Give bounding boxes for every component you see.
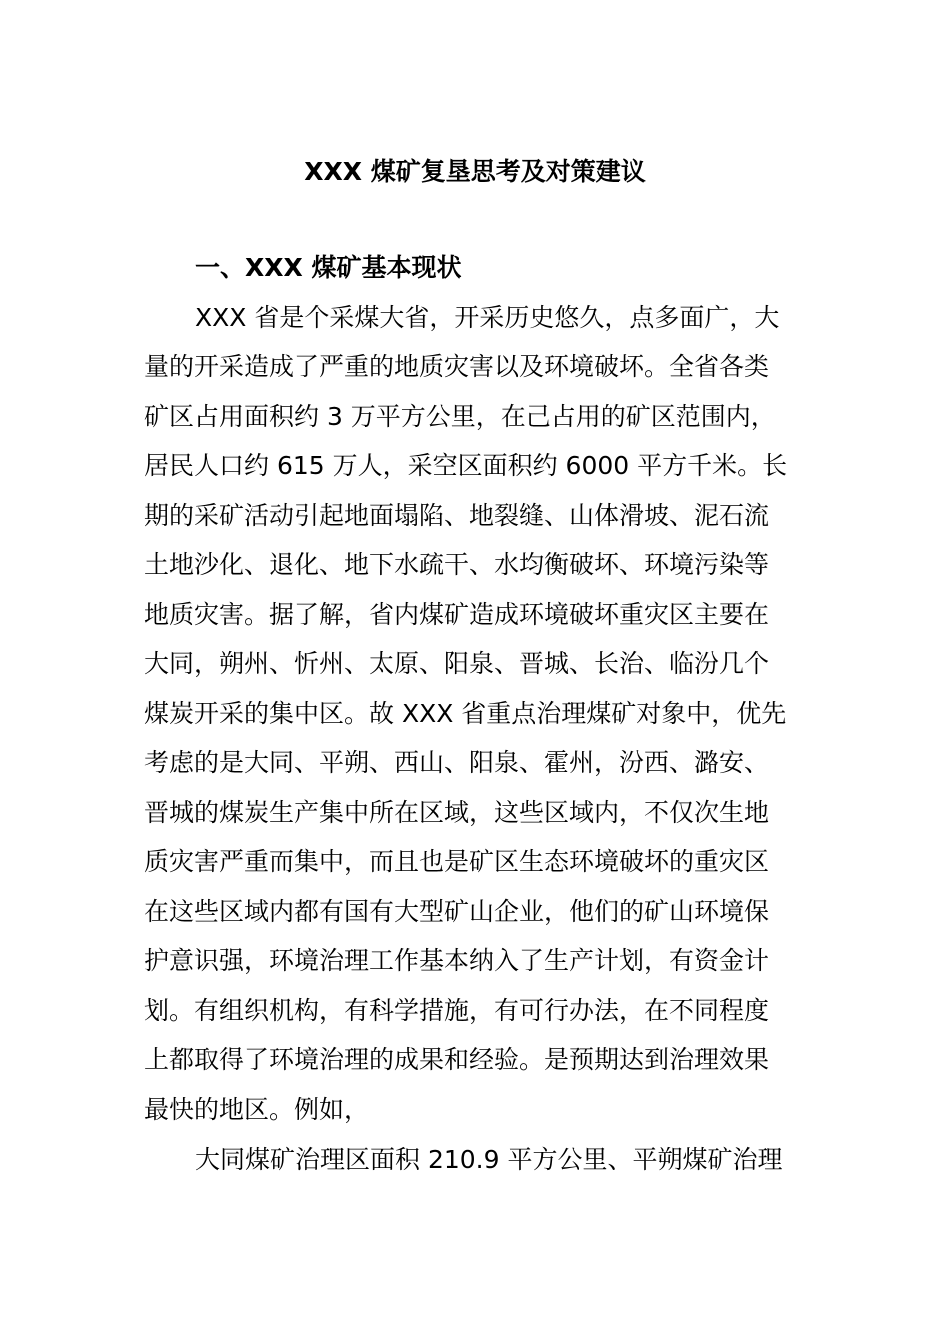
paragraph-line: 晋城的煤炭生产集中所在区域，这些区域内，不仅次生地 [144,798,770,827]
paragraph-line: 划。有组织机构，有科学措施，有可行办法，在不同程度 [144,996,770,1025]
paragraph-line: XXX 省是个采煤大省，开采历史悠久，点多面广，大 [195,303,780,332]
paragraph-line: 量的开采造成了严重的地质灾害以及环境破坏。全省各类 [144,352,770,381]
paragraph-line: 大同，朔州、忻州、太原、阳泉、晋城、长治、临汾几个 [144,649,770,678]
paragraph-line: 大同煤矿治理区面积 210.9 平方公里、平朔煤矿治理 [195,1145,783,1174]
paragraph-line: 在这些区域内都有国有大型矿山企业，他们的矿山环境保 [144,897,770,926]
paragraph-line: 煤炭开采的集中区。故 XXX 省重点治理煤矿对象中，优先 [144,699,787,728]
paragraph-line: 居民人口约 615 万人，采空区面积约 6000 平方千米。长 [144,451,788,480]
paragraph-line: 考虑的是大同、平朔、西山、阳泉、霍州，汾西、潞安、 [144,748,770,777]
paragraph-line: 地质灾害。据了解，省内煤矿造成环境破坏重灾区主要在 [144,600,770,629]
paragraph-line: 质灾害严重而集中，而且也是矿区生态环境破坏的重灾区 [144,847,770,876]
paragraph-line: 土地沙化、退化、地下水疏干、水均衡破坏、环境污染等 [144,550,770,579]
paragraph-line: 最快的地区。例如， [144,1095,370,1124]
document-title: XXX 煤矿复垦思考及对策建议 [304,157,646,186]
section-heading: 一、XXX 煤矿基本现状 [195,253,462,282]
paragraph-line: 护意识强，环境治理工作基本纳入了生产计划，有资金计 [144,946,770,975]
paragraph-line: 期的采矿活动引起地面塌陷、地裂缝、山体滑坡、泥石流 [144,501,770,530]
paragraph-line: 矿区占用面积约 3 万平方公里，在己占用的矿区范围内， [144,402,776,431]
paragraph-line: 上都取得了环境治理的成果和经验。是预期达到治理效果 [144,1045,770,1074]
